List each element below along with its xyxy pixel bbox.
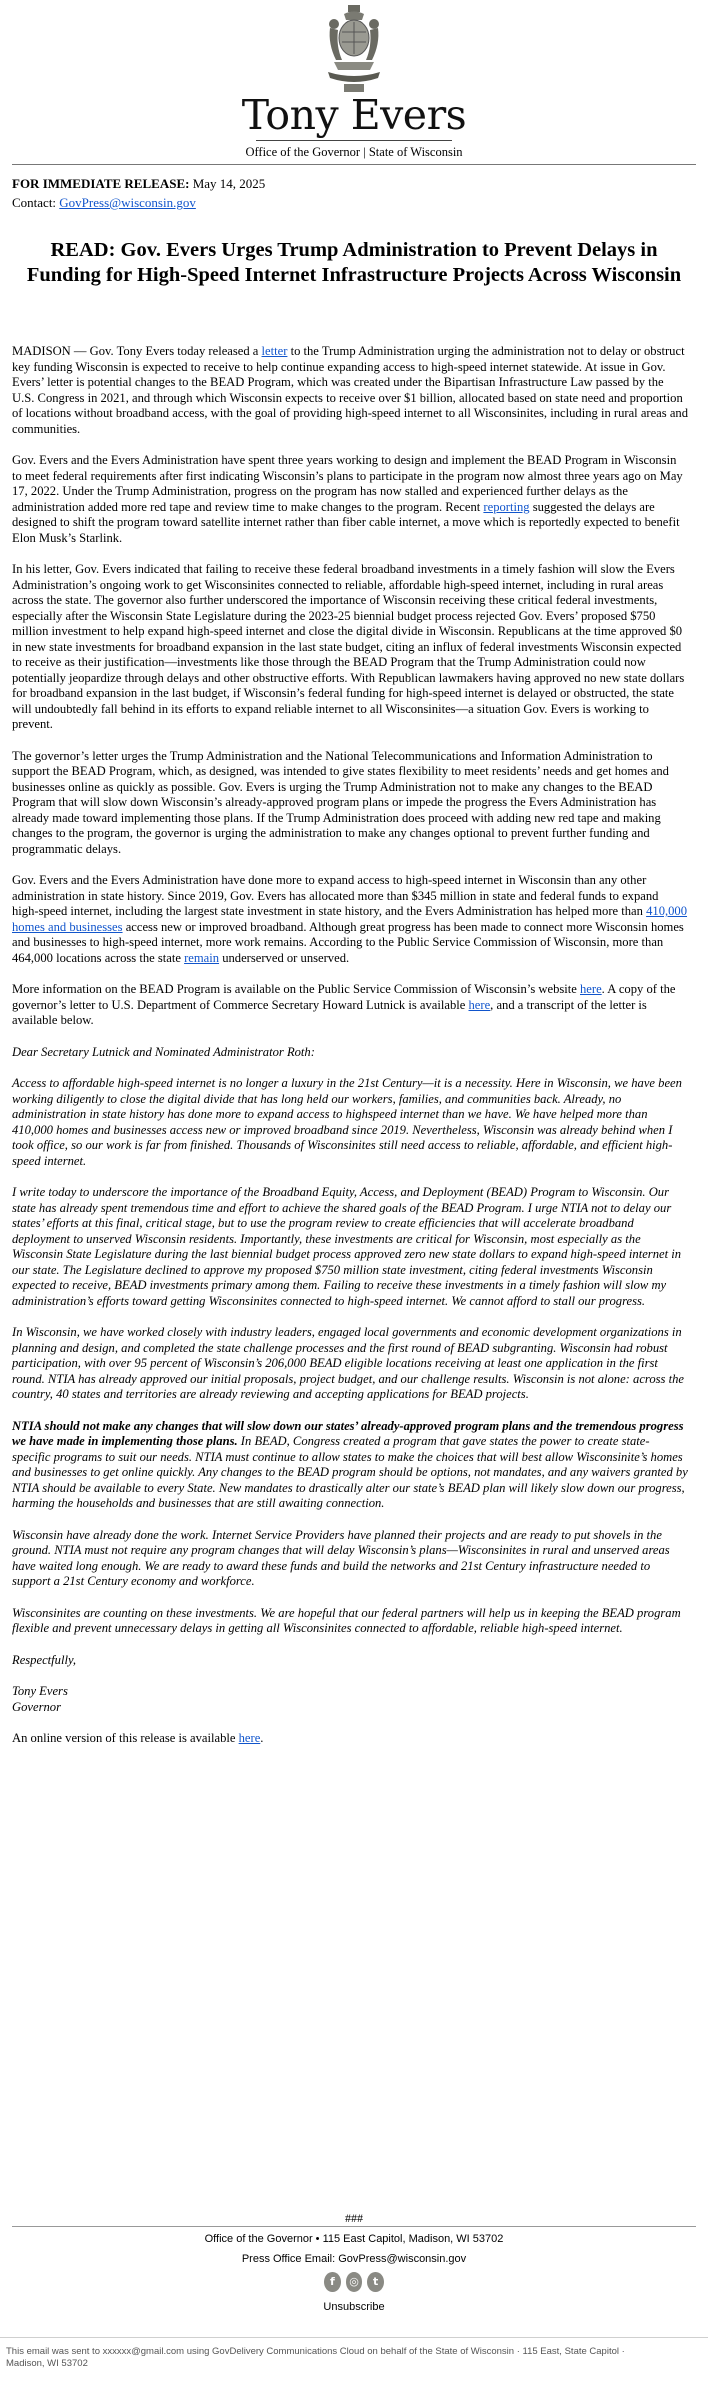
release-body [12,344,688,1763]
contact-email-link[interactable]: GovPress@wisconsin.gov [59,195,196,210]
letter-paragraph: Access to affordable high-speed internet is no longer a luxury in the 21st Century—it is a necessity. Here in Wisconsin, we have been working diligently to close the digital divide that has long held our workers, families, and communities back. Already, no administration in state history has done more to expand access to highspeed internet than we have. We have helped more than 410,000 homes and businesses access new or improved broadband since 2019. Nevertheless, Wisconsin was already behind when I took office, so our work is far from finished. Thousands of Wisconsinites still need access to reliable, affordable, and efficient high-speed internet. [12,1076,682,1168]
letter-closing: Respectfully, [12,1652,76,1667]
header-divider [12,164,696,165]
governor-name-heading: Tony Evers [241,91,467,139]
body-paragraph: More information on the BEAD Program is available on the Public Service Commission of Wisconsin’s website here. A copy of the governor’s letter to U.S. Department of Commerce Secretary Howard Lutnick is available here, and a transcript of the letter is available below. [12,982,676,1027]
footer-address: Office of the Governor • 115 East Capitol, Madison, WI 53702 [204,2233,504,2245]
letter-paragraph: I write today to underscore the importance of the Broadband Equity, Access, and Deployment (BEAD) Program to Wisconsin. Our state has already spent tremendous time and effort to achieve the shared goals of the BEAD Program. I urge NTIA not to delay our states’ efforts at this final, critical stage, but to use the program review to create efficiencies that will accelerate broadband deployment to unserved Wisconsin residents. Importantly, these investments are critical for Wisconsin, most especially as the Wisconsin State Legislature during the last biennial budget process approved zero new state dollars to expand high-speed internet in our state. The Legislature declined to approve my proposed $750 million state investment, citing federal investments Wisconsin expected to receive, BEAD investments primary among them. Failing to receive these investments in a timely fashion will slow my administration’s efforts toward getting Wisconsinites connected to high-speed internet. We cannot afford to stall our progress. [12,1185,682,1308]
letter-link[interactable]: letter [261,344,288,358]
letter-paragraph: Wisconsinites are counting on these investments. We are hopeful that our federal partners will help us in keeping the BEAD program flexible and prevent unnecessary delays in getting all Wisconsinites connected to affordable, reliable high-speed internet. [12,1605,681,1635]
online-version-link[interactable]: here [238,1731,261,1745]
office-subtitle: Office of the Governor | State of Wisconsin [245,145,463,159]
end-mark: ### [345,2211,363,2225]
unsubscribe-link[interactable]: Unsubscribe [323,2301,385,2313]
body-paragraph: Gov. Evers and the Evers Administration have done more to expand access to high-speed internet in Wisconsin than any other administration in state history. Since 2019, Gov. Evers has allocated more than $345 million in state and federal funds to expand high-speed internet, including the largest state investment in state history, and the Evers Administration has helped more than 410,000 homes and businesses access new or improved broadband. Although great progress has been made to connect more Wisconsin homes and businesses to high-speed internet, more work remains. According to the Public Service Commission of Wisconsin, more than 464,000 locations across the state remain underserved or unserved. [12,873,688,965]
release-date: May 14, 2025 [192,176,266,191]
letter-paragraph: In Wisconsin, we have worked closely with industry leaders, engaged local governments and economic development organizations in planning and design, and completed the state challenge processes and the first round of BEAD subgranting. Wisconsin had robust participation, with over 95 percent of Wisconsin’s 206,000 BEAD eligible locations receiving at least one application in the first round. NTIA has already approved our initial proposals, project budget, and our challenge results. Wisconsin is not alone: across the country, 40 states and territories are already reviewing and accepting applications for BEAD projects. [12,1325,684,1401]
release-info [12,174,265,212]
signature-title: Governor [12,1699,61,1714]
contact-label: Contact: [12,195,57,210]
contact-line [12,193,265,212]
letter-salutation: Dear Secretary Lutnick and Nominated Administrator Roth: [12,1044,315,1059]
homes-businesses-link[interactable]: 410,000 homes and businesses [12,904,688,934]
social-links [324,2272,384,2292]
reporting-link[interactable]: reporting [483,499,530,514]
email-disclaimer: This email was sent to xxxxxx@gmail.com using GovDelivery Communications Cloud on behalf of the State of Wisconsin · 115 East, State Capitol · Madison, WI 53702 [6,2346,625,2369]
letter-paragraph: NTIA should not make any changes that will slow down our states’ already-approved program plans and the tremendous progress we have made in implementing those plans. In BEAD, Congress created a program that gave states the power to create state-specific programs to suit our needs. NTIA must continue to allow states to make the choices that will best allow Wisconsinite’s homes and businesses to get online quickly. Any changes to the BEAD program should be options, not mandates, and any waivers granted by NTIA should be available to every State. New mandates to drastically alter our state’s BEAD plan will likely slow down our progress, harming the households and businesses that are still awaiting connection. [12,1418,688,1510]
body-paragraph: The governor’s letter urges the Trump Administration and the National Telecommunications and Information Administration to support the BEAD Program, which, as designed, was intended to give states flexibility to meet residents’ needs and get homes and businesses online as quickly as possible. Gov. Evers is urging the Trump Administration not to make any changes to the BEAD Program that will slow down Wisconsin’s already-approved program plans or impede the progress the Evers Administration has already made toward implementing those plans. If the Trump Administration does proceed with adding new red tape and making changes to the program, the governor is urging the administration to make any changes optional to prevent further funding and programmatic delays. [12,748,669,856]
facebook-icon[interactable]: f [324,2272,341,2292]
body-paragraph: In his letter, Gov. Evers indicated that failing to receive these federal broadband investments in a timely fashion will slow the Evers Administration’s ongoing work to get Wisconsinites connected to reliable, affordable high-speed internet, including in rural areas across the state. The governor also further underscored the importance of Wisconsin receiving these critical federal investments, especially after the Wisconsin State Legislature during the 2023-25 biennial budget process rejected Gov. Evers’ proposed $750 million investment to help expand high-speed internet and close the digital divide in Wisconsin. Republicans at the time approved $0 in new state investments for broadband expansion in the last state budget, citing an influx of federal investments Wisconsin expected to receive as their justification—investments like those through the BEAD Program that the Trump Administration could now potentially jeopardize through delays and other obstructive efforts. With Republican lawmakers having approved no new state dollars for broadband expansion in the last budget, if Wisconsin’s federal funding for high-speed internet is delayed or obstructed, the state will undoubtedly fall behind in its efforts to expand reliable internet to all Wisconsinites—a situation Gov. Evers is working to prevent. [12,562,685,731]
twitter-icon[interactable]: t [367,2272,384,2292]
instagram-icon[interactable]: ◎ [346,2272,363,2292]
footer-press-email: Press Office Email: GovPress@wisconsin.gov [241,2253,467,2265]
online-version-line: An online version of this release is available here. [12,1731,264,1745]
release-date-line [12,174,265,193]
letter-copy-link[interactable]: here [468,997,491,1012]
letter-paragraph: Wisconsin have already done the work. Internet Service Providers have planned their projects and are ready to put shovels in the ground. NTIA must not require any program changes that will delay Wisconsin’s plans—Wisconsinites in rural and unserved areas have waited long enough. We are ready to award these funds and build the networks and 21st Century infrastructure needed to support a 21st Century economy and workforce. [12,1527,670,1588]
letter-signature [12,1684,688,1715]
header-rule [256,140,452,141]
remain-link[interactable]: remain [184,950,220,965]
headline: READ: Gov. Evers Urges Trump Administration to Prevent Delays in Funding for High-Speed Internet Infrastructure Projects Across Wisconsin [26,239,682,286]
footer-divider [12,2226,696,2227]
body-paragraph: MADISON — Gov. Tony Evers today released a letter to the Trump Administration urging the administration not to delay or obstruct key funding Wisconsin is expected to receive to help continue expanding access to high-speed internet statewide. At issue in Gov. Evers’ letter is potential changes to the BEAD Program, which was created under the Bipartisan Infrastructure Law passed by the U.S. Congress in 2021, and through which Wisconsin expects to receive over $1 billion, allocated based on state need and proportion of locations without broadband access, with the goal of providing high-speed internet to all Wisconsinites, including in rural areas and communities. [12,344,689,436]
press-email-link[interactable]: GovPress@wisconsin.gov [338,2253,467,2265]
psc-website-link[interactable]: here [580,982,602,996]
disclaimer-divider [0,2337,708,2338]
release-label: FOR IMMEDIATE RELEASE: [12,176,190,191]
body-paragraph: Gov. Evers and the Evers Administration have spent three years working to design and implement the BEAD Program in Wisconsin to meet federal requirements after first indicating Wisconsin’s plans to participate in the program now almost three years ago on May 17, 2022. Under the Trump Administration, progress on the program has now stalled and experienced further delays as the administration added more red tape and review time to make changes to the program. Recent reporting suggested the delays are designed to shift the program toward satellite internet rather than fiber cable internet, a move which is reportedly expected to benefit Elon Musk’s Starlink. [12,453,683,545]
signature-name: Tony Evers [12,1684,68,1698]
wisconsin-seal-logo [324,4,384,96]
